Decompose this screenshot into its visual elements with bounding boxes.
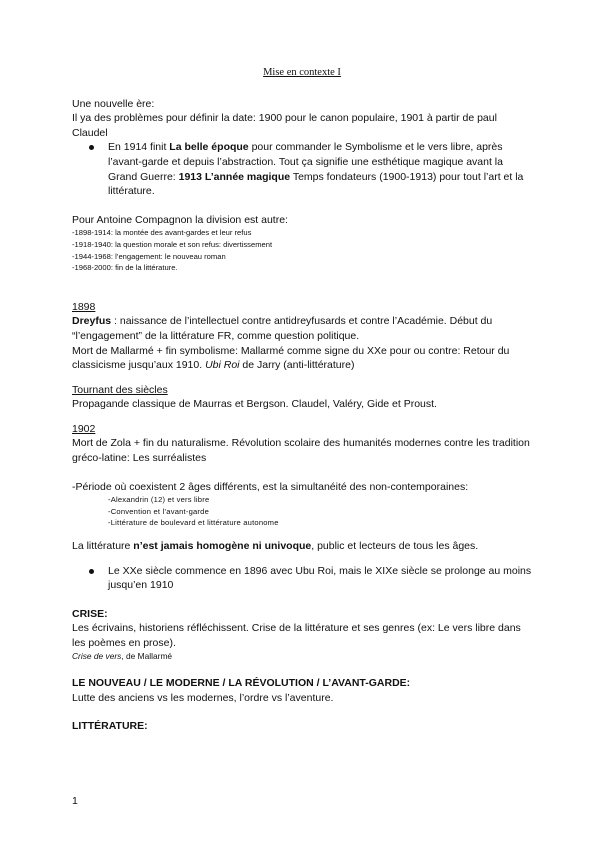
intro-heading: Une nouvelle ère: — [72, 97, 155, 110]
ubi-roi-italic: Ubi Roi — [205, 359, 240, 372]
section-1898-mallarme — [72, 344, 532, 373]
tournant-text: Propagande classique de Maurras et Bergson. Claudel, Valéry, Gide et Proust. — [72, 398, 437, 411]
section-1898-heading: 1898 — [72, 300, 96, 313]
compagnon-item: -1918-1940: la question morale et son refus: divertissement — [72, 239, 273, 249]
crise-heading — [72, 607, 532, 622]
bullet1-part-a: En 1914 finit — [108, 141, 170, 154]
crise-reference — [72, 651, 532, 663]
section-1898-dreyfus — [72, 314, 532, 343]
crise-ref-author: , de Mallarmé — [121, 650, 173, 661]
crise-heading-text: CRISE: — [72, 607, 108, 620]
compagnon-heading: Pour Antoine Compagnon la division est autre: — [72, 213, 288, 226]
section-1902-text: Mort de Zola + fin du naturalisme. Révolution scolaire des humanités modernes contre les tradition gréco-latine: Les surréalistes — [72, 437, 530, 465]
compagnon-item: -1968-2000: fin de la littérature. — [72, 263, 178, 273]
intro-text: Il ya des problèmes pour définir la date: 1900 pour le canon populaire, 1901 à partir de paul Claudel — [72, 112, 497, 139]
compagnon-item: -1944-1968: l’engagement: le nouveau roman — [72, 251, 226, 261]
litt-part-c: , public et lecteurs de tous les âges. — [311, 540, 479, 553]
crise-text: Les écrivains, historiens réfléchissent. Crise de la littérature et ses genres (ex: Le vers libre dans les poèmes en prose). — [72, 622, 521, 649]
bullet-belle-epoque — [72, 140, 532, 198]
periode-text: -Période où coexistent 2 âges différents, est la simultanéité des non-contemporaines: — [72, 480, 469, 493]
periode-item: -Alexandrin (12) et vers libre — [108, 495, 210, 505]
page-title: Mise en contexte I — [263, 67, 341, 78]
litterature-heading — [72, 719, 532, 734]
nouveau-heading — [72, 676, 532, 691]
tournant-heading: Tournant des siècles — [72, 383, 168, 396]
bullet2-text: Le XXe siècle commence en 1896 avec Ubu Roi, mais le XIXe siècle se prolonge au moins jusqu’en 1910 — [108, 564, 532, 592]
compagnon-item: -1898-1914: la montée des avant-gardes et leur refus — [72, 228, 252, 238]
bullet-ubu-roi — [72, 564, 532, 593]
bullet-dot-icon — [89, 145, 94, 150]
litterature-statement — [72, 539, 532, 554]
document-page — [72, 66, 532, 734]
dreyfus-text: : naissance de l’intellectuel contre antidreyfusards et contre l’Académie. Début du “l’engagement” de la littérature FR, comme question politique. — [72, 315, 493, 342]
page-number: 1 — [72, 795, 78, 807]
mallarme-text: Mort de Mallarmé + fin symbolisme: Mallarmé comme signe du XXe pour ou contre: Retour du classicisme jusqu’aux 1910. — [72, 344, 510, 372]
bullet-dot-icon — [89, 569, 94, 574]
nouveau-heading-text: LE NOUVEAU / LE MODERNE / LA RÉVOLUTION / L’AVANT-GARDE: — [72, 677, 411, 690]
periode-item: -Littérature de boulevard et littérature autonome — [108, 518, 279, 528]
crise-de-vers-italic: Crise de vers — [72, 650, 122, 661]
jarry-text: de Jarry (anti-littérature) — [239, 359, 355, 372]
bullet1-part-c: pour commander le Symbolisme et le vers libre, après l’avant-garde et depuis l’abstraction. Tout ça signifie une esthétique magique avant la Grand Guerre: — [108, 141, 503, 183]
periode-item: -Convention et l’avant-garde — [108, 506, 210, 516]
litt-part-a: La littérature — [72, 540, 134, 553]
bullet1-bold-annee-magique: 1913 L’année magique — [178, 170, 291, 183]
litterature-heading-text: LITTÉRATURE: — [72, 720, 148, 733]
litt-bold: n’est jamais homogène ni univoque — [133, 540, 312, 553]
bullet1-part-e: Temps fondateurs (1900-1913) pour tout l’art et la littérature. — [108, 170, 524, 198]
bullet1-bold-belle-epoque: La belle époque — [169, 141, 249, 154]
dreyfus-bold: Dreyfus — [72, 315, 112, 328]
nouveau-text: Lutte des anciens vs les modernes, l’ordre vs l’aventure. — [72, 691, 334, 704]
section-1902-heading: 1902 — [72, 422, 96, 435]
